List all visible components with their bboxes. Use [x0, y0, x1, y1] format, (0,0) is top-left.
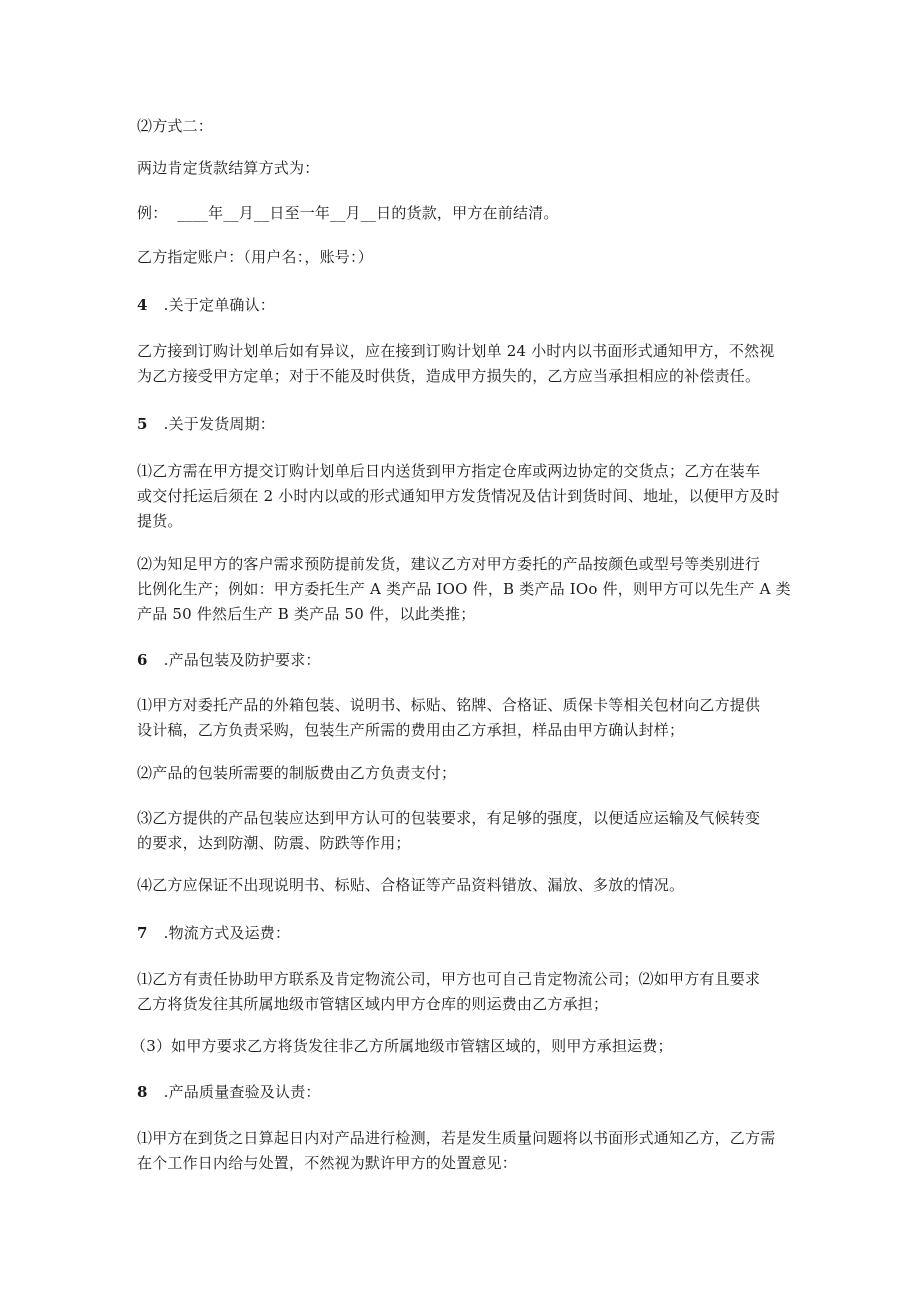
- order-confirmation-paragraph: 乙方接到订购计划单后如有异议，应在接到订购计划单 24 小时内以书面形式通知甲方，不然视 为乙方接受甲方定单；对于不能及时供货，造成甲方损失的，乙方应当承担相应的补偿责任。: [137, 342, 775, 385]
- section-heading-8: [137, 1080, 787, 1105]
- section-title: .物流方式及运费：: [163, 924, 291, 942]
- packaging-item-2: ⑵产品的包装所需要的制版费由乙方负责支付；: [137, 764, 457, 782]
- delivery-cycle-item-2: ⑵为知足甲方的客户需求预防提前发货，建议乙方对甲方委托的产品按颜色或型号等类别进行 比例化生产；例如：甲方委托生产 A 类产品 IOO 件，B 类产品 IOo 件，则甲方可以先生产 A 类 产品 50 件然后生产 B 类产品 50 件，以此类推；: [137, 555, 791, 623]
- section-heading-7: [137, 921, 787, 946]
- packaging-item-4: ⑷乙方应保证不出现说明书、标贴、合格证等产品资料错放、漏放、多放的情况。: [137, 876, 685, 894]
- packaging-item-3: ⑶乙方提供的产品包装应达到甲方认可的包装要求，有足够的强度，以便适应运输及气候转变 的要求，达到防潮、防震、防跌等作用；: [137, 809, 761, 852]
- section-number: 6: [137, 651, 148, 669]
- settlement-method-label: 两边肯定货款结算方式为：: [137, 159, 320, 177]
- section-title: .产品质量查验及认责：: [163, 1083, 321, 1101]
- section-heading-6: [137, 648, 787, 673]
- payment-method-two: ⑵方式二：: [137, 117, 214, 135]
- section-number: 7: [137, 924, 148, 942]
- section-number: 4: [137, 296, 148, 314]
- quality-inspection-item-1: ⑴甲方在到货之日算起日内对产品进行检测，若是发生质量问题将以书面形式通知乙方，乙方需 在个工作日内给与处置，不然视为默许甲方的处置意见：: [137, 1129, 776, 1172]
- delivery-cycle-item-1: ⑴乙方需在甲方提交订购计划单后日内送货到甲方指定仓库或两边协定的交货点；乙方在装车 或交付托运后须在 2 小时内以或的形式通知甲方发货情况及估计到货时间、地址，以便甲方及时 提货。: [137, 462, 780, 530]
- logistics-item-3: （3）如甲方要求乙方将货发往非乙方所属地级市管辖区域的，则甲方承担运费；: [131, 1037, 673, 1055]
- packaging-item-1: ⑴甲方对委托产品的外箱包装、说明书、标贴、铭牌、合格证、质保卡等相关包材向乙方提供 设计稿，乙方负责采购，包装生产所需的费用由乙方承担，样品由甲方确认封样；: [137, 696, 761, 739]
- section-title: .关于定单确认：: [163, 296, 276, 314]
- section-heading-5: [137, 412, 787, 437]
- section-number: 8: [137, 1083, 148, 1101]
- section-number: 5: [137, 415, 148, 433]
- section-title: .关于发货周期：: [163, 415, 276, 433]
- designated-account: 乙方指定账户：（用户名：，账号：）: [137, 248, 373, 266]
- section-title: .产品包装及防护要求：: [163, 651, 321, 669]
- logistics-items-1-2: ⑴乙方有责任协助甲方联系及肯定物流公司，甲方也可自己肯定物流公司；⑵如甲方有且要求 乙方将货发往其所属地级市管辖区域内甲方仓库的则运费由乙方承担；: [137, 970, 761, 1013]
- settlement-example: 例： ____年__月__日至一年__月__日的货款，甲方在前结清。: [137, 204, 559, 222]
- section-heading-4: [137, 293, 787, 318]
